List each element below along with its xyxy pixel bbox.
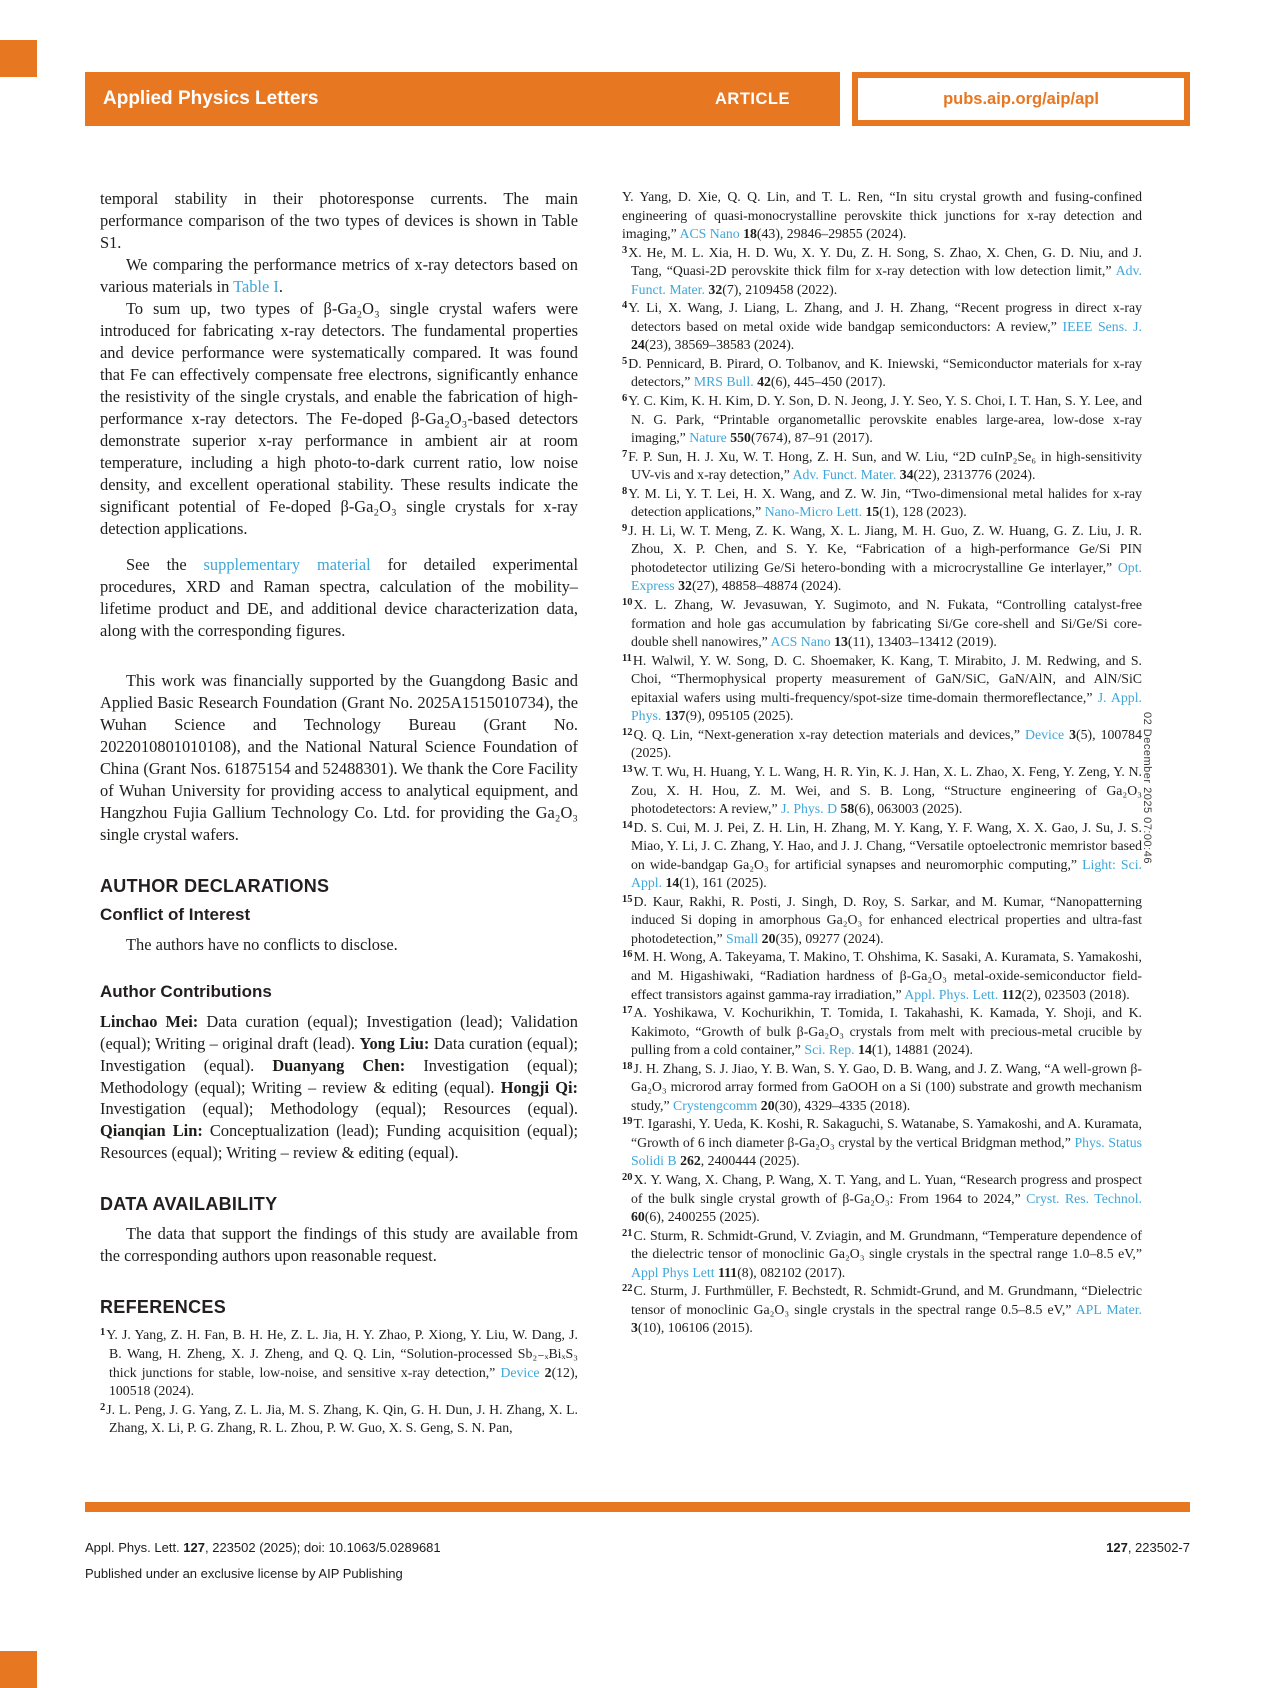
citation-link[interactable]: Cryst. Res. Technol. [1026,1190,1142,1206]
reference-number: 1 [100,1327,106,1339]
paragraph: Linchao Mei: Data curation (equal); Investigation (lead); Validation (equal); Writing – original draft (lead). Yong Liu: Data curation (equal); Investigation (equal). Duanyang Chen: Investigation (equal); Methodology (equal); Writing – review & editing (equal). Hongji Qi: Investigation (equal); Methodology (equal); Resources (equal). Qianqian Lin: Conceptualization (lead); Funding acquisition (equal); Resources (equal); Writing – review & editing (equal). [100,1011,579,1163]
citation-link[interactable]: Appl. Phys. Lett. [904,986,999,1002]
reference-item: $^{18}$J. H. Zhang, S. J. Jiao, Y. B. Wan, S. Y. Gao, D. B. Wang, and J. Z. Wang, “A well-grown β-Ga₂O₃ microrod array formed from GaOOH on a Si (100) substrate and growth mechanism study,” Crystengcomm 20(30), 4329–4335 (2018). [622,1060,1142,1113]
reference-number: 3 [622,244,628,256]
reference-item: $^2$J. L. Peng, J. G. Yang, Z. L. Jia, M. S. Zhang, K. Qin, G. H. Dun, J. H. Zhang, X. L. Zhang, X. Li, P. G. Zhang, R. L. Zhou, P. W. Guo, X. S. Geng, S. N. Pan, [100,1401,578,1436]
citation-link[interactable]: Adv. Funct. Mater. [631,263,1142,297]
citation-link[interactable]: Phys. Status Solidi B [631,1134,1143,1169]
citation-link[interactable]: IEEE Sens. J. [1062,318,1142,334]
reference-number: 7 [622,448,628,460]
header-bar [85,72,840,126]
reference-number: 6 [622,393,628,405]
reference-item: $^4$Y. Li, X. Wang, J. Liang, L. Zhang, and J. H. Zhang, “Recent progress in direct x-ray detectors based on metal oxide wide bandgap semiconductors: A review,” IEEE Sens. J. 24(23), 38569–38583 (2024). [622,300,1142,353]
reference-number: 15 [622,893,633,905]
reference-number: 11 [622,652,632,664]
citation-link[interactable]: Nature [689,430,727,446]
reference-item: $^6$Y. C. Kim, K. H. Kim, D. Y. Son, D. N. Jeong, J. Y. Seo, Y. S. Choi, I. T. Han, S. Y. Lee, and N. G. Park, “Printable organometallic perovskite enables large-area, low-dose x-ray imaging,” Nature 550(7674), 87–91 (2017). [622,393,1142,446]
footer-page-number: 127, 223502-7 [1106,1540,1190,1555]
citation-link[interactable]: Sci. Rep. [804,1042,855,1058]
reference-item: $^{22}$C. Sturm, J. Furthmüller, F. Bechstedt, R. Schmidt-Grund, and M. Grundmann, “Dielectric tensor of monoclinic Ga₂O₃ single crystals in the spectral range 0.5–8.5 eV,” APL Mater. 3(10), 106106 (2015). [622,1283,1142,1336]
reference-number: 21 [622,1227,633,1239]
reference-number: 16 [622,949,633,961]
content-columns [100,188,1142,1438]
paragraph: The authors have no conflicts to disclose. [126,934,398,954]
reference-item: $^{12}$Q. Q. Lin, “Next-generation x-ray detection materials and devices,” Device 3(5), 100784 (2025). [622,726,1142,761]
citation-link[interactable]: Appl Phys Lett [631,1264,715,1280]
section-heading: Conflict of Interest [100,904,251,924]
reference-number: 4 [622,300,628,312]
reference-item: $^{10}$X. L. Zhang, W. Jevasuwan, Y. Sugimoto, and N. Fukata, “Controlling catalyst-free formation and hole gas accumulation by fabricating Si/Ge core-shell and Si/Ge/Si core-double shell nanowires,” ACS Nano 13(11), 13403–13412 (2019). [622,597,1142,650]
paragraph: The data that support the findings of this study are available from the corresponding authors upon reasonable request. [100,1224,578,1266]
reference-number: 20 [622,1171,633,1183]
citation-link[interactable]: ACS Nano [679,226,740,242]
site-link-box [852,72,1190,126]
reference-item: $^{20}$X. Y. Wang, X. Chang, P. Wang, X. T. Yang, and L. Yuan, “Research progress and prospect of the bulk single crystal growth of β-Ga₂O₃: From 1964 to 2024,” Cryst. Res. Technol. 60(6), 2400255 (2025). [622,1171,1142,1225]
paragraph: temporal stability in their photoresponse currents. The main performance comparison of the two types of devices is shown in Table S1. [100,189,578,252]
reference-number: 18 [622,1060,633,1072]
reference-number: 14 [622,819,633,831]
reference-item: $^5$D. Pennicard, B. Pirard, O. Tolbanov, and K. Iniewski, “Semiconductor materials for x-ray detectors,” MRS Bull. 42(6), 445–450 (2017). [622,355,1142,390]
reference-number: 9 [622,522,628,534]
citation-link[interactable]: Nano-Micro Lett. [764,504,863,520]
site-link[interactable]: pubs.aip.org/aip/apl [858,78,1184,120]
paragraph: See the supplementary material for detailed experimental procedures, XRD and Raman spectra, calculation of the mobility–lifetime product and DE, and additional device characterization data, along with the corresponding figures. [100,554,578,640]
reference-number: 5 [622,355,628,367]
reference-item: $^{13}$W. T. Wu, H. Huang, Y. L. Wang, H. R. Yin, K. J. Han, X. L. Zhao, X. Feng, Y. Zeng, Y. N. Zou, X. H. Hou, Z. M. Wei, and S. B. Long, “Structure engineering of Ga₂O₃ photodetectors: A review,” J. Phys. D 58(6), 063003 (2025). [622,763,1142,817]
reference-number: 8 [622,485,628,497]
reference-number: 17 [622,1005,633,1017]
citation-link[interactable]: Device [500,1364,540,1380]
paragraph: This work was financially supported by the Guangdong Basic and Applied Basic Research Foundation (Grant No. 2025A1515010734), the Wuhan Science and Technology Bureau (Grant No. 2022010801010108), and the National Natural Science Foundation of China (Grant Nos. 61875154 and 52488301). We thank the Core Facility of Wuhan University for providing access to analytical equipment, and Hangzhou Fujia Gallium Technology Co. Ltd. for providing the Ga₂O₃ single crystal wafers. [100,670,578,844]
citation-link[interactable]: Light: Sci. Appl. [631,856,1142,891]
article-label: ARTICLE [715,89,790,108]
corner-accent-top [0,40,37,77]
citation-link[interactable]: supplementary material [203,554,371,574]
reference-item: $^8$Y. M. Li, Y. T. Lei, H. X. Wang, and Z. W. Jin, “Two-dimensional metal halides for x-ray detection applications,” Nano-Micro Lett. 15(1), 128 (2023). [622,485,1142,520]
reference-item: $^1$Y. J. Yang, Z. H. Fan, B. H. He, Z. L. Jia, H. Y. Zhao, P. Xiong, Y. Liu, W. Dang, J. B. Wang, H. Zheng, X. J. Zheng, and Q. Q. Lin, “Solution-processed Sb₂₋ₓBiₓS₃ thick junctions for stable, low-noise, and sensitive x-ray detection,” Device 2(12), 100518 (2024). [100,1327,578,1399]
journal-title: Applied Physics Letters [103,88,319,109]
reference-item: $^3$X. He, M. L. Xia, H. D. Wu, X. Y. Du, Z. H. Song, S. Zhao, X. Chen, G. D. Niu, and J. Tang, “Quasi-2D perovskite thick film for x-ray detection with low detection limit,” Adv. Funct. Mater. 32(7), 2109458 (2022). [622,244,1142,297]
citation-link[interactable]: Device [1025,726,1065,742]
reference-item: $^9$J. H. Li, W. T. Meng, Z. K. Wang, X. L. Jiang, M. H. Guo, Z. W. Huang, G. Z. Liu, J. R. Zhou, X. P. Chen, and S. Y. Ke, “Fabrication of a high-performance Ge/Si PIN photodetector utilizing Ge/Si hetero-bonding with a microcrystalline Ge interlayer,” Opt. Express 32(27), 48858–48874 (2024). [622,522,1142,594]
reference-item: $^{21}$C. Sturm, R. Schmidt-Grund, V. Zviagin, and M. Grundmann, “Temperature dependence of the dielectric tensor of monoclinic Ga₂O₃ single crystals in the spectral range 1.0–8.5 eV,” Appl Phys Lett 111(8), 082102 (2017). [622,1227,1142,1280]
citation-link[interactable]: Opt. Express [631,559,1142,594]
citation-link[interactable]: J. Appl. Phys. [631,689,1142,724]
citation-link[interactable]: Table I [233,276,279,296]
right-column [622,188,1142,1438]
section-heading: Author Contributions [100,981,272,1001]
reference-number: 22 [622,1283,633,1295]
corner-accent-bottom [0,1651,37,1688]
reference-number: 10 [622,597,633,609]
reference-item: $^{17}$A. Yoshikawa, V. Kochurikhin, T. Tomida, I. Takahashi, K. Kamada, Y. Shoji, and K. Kakimoto, “Growth of bulk β-Ga₂O₃ crystals from melt with precious-metal crucible by pulling from a cold container,” Sci. Rep. 14(1), 14881 (2024). [622,1005,1142,1058]
paragraph: To sum up, two types of β-Ga₂O₃ single crystal wafers were introduced for fabricating x-ray detectors. The fundamental properties and device performance were systematically compared. It was found that Fe can effectively compensate free electrons, significantly enhance the resistivity of the single crystals, and enable the fabrication of high-performance x-ray detectors. The Fe-doped β-Ga₂O₃-based detectors demonstrate superior x-ray performance in ambient air at room temperature, including a high photo-to-dark current ratio, low noise density, and excellent operational stability. These results indicate the significant potential of Fe-doped β-Ga₂O₃ single crystals for x-ray detection applications. [100,298,578,538]
citation-link[interactable]: APL Mater. [1075,1301,1142,1317]
section-heading: AUTHOR DECLARATIONS [100,875,330,896]
reference-number: 13 [622,763,633,775]
reference-item: $^{14}$D. S. Cui, M. J. Pei, Z. H. Lin, H. Zhang, M. Y. Kang, Y. F. Wang, X. X. Gao, J. Su, J. S. Miao, Y. Li, J. C. Zhang, Y. Hao, and J. J. Chang, “Versatile optoelectronic memristor based on wide-bandgap Ga₂O₃ for artificial synapses and neuromorphic computing,” Light: Sci. Appl. 14(1), 161 (2025). [622,819,1142,891]
reference-number: 19 [622,1116,633,1128]
download-timestamp: 02 December 2025 07:00:46 [1141,712,1153,864]
footer-rule [85,1502,1190,1512]
paragraph: Y. Yang, D. Xie, Q. Q. Lin, and T. L. Ren, “In situ crystal growth and fusing-confined engineering of quasi-monocrystalline perovskite thick junctions for x-ray detection and imaging,” ACS Nano 18(43), 29846–29855 (2024). [622,189,1142,242]
footer-license: Published under an exclusive license by AIP Publishing [85,1566,403,1581]
reference-item: $^7$F. P. Sun, H. J. Xu, W. T. Hong, Z. H. Sun, and W. Liu, “2D cuInP₂Se₆ in high-sensitivity UV-vis and x-ray detection,” Adv. Funct. Mater. 34(22), 2313776 (2024). [622,448,1142,483]
reference-item: $^{15}$D. Kaur, Rakhi, R. Posti, J. Singh, D. Roy, S. Sarkar, and M. Kumar, “Nanopatterning induced Si doping in amorphous Ga₂O₃ for enhanced electrical properties and ultra-fast photodetection,” Small 20(35), 09277 (2024). [622,893,1142,946]
citation-link[interactable]: Crystengcomm [673,1097,758,1113]
reference-number: 2 [100,1401,106,1413]
citation-link[interactable]: ACS Nano [770,634,831,650]
section-heading: DATA AVAILABILITY [100,1194,278,1215]
reference-item: $^{16}$M. H. Wong, A. Takeyama, T. Makino, T. Ohshima, K. Sasaki, A. Kuramata, S. Yamakoshi, and M. Higashiwaki, “Radiation hardness of β-Ga₂O₃ metal-oxide-semiconductor field-effect transistors against gamma-ray irradiation,” Appl. Phys. Lett. 112(2), 023503 (2018). [622,949,1142,1002]
paragraph: We comparing the performance metrics of x-ray detectors based on various materials in Table I. [100,254,578,296]
left-column [100,188,578,1438]
citation-link[interactable]: Adv. Funct. Mater. [792,467,897,483]
reference-item: $^{19}$T. Igarashi, Y. Ueda, K. Koshi, R. Sakaguchi, S. Watanabe, S. Yamakoshi, and A. Kuramata, “Growth of 6 inch diameter β-Ga₂O₃ crystal by the vertical Bridgman method,” Phys. Status Solidi B 262, 2400444 (2025). [622,1116,1143,1169]
footer-citation: Appl. Phys. Lett. 127, 223502 (2025); doi: 10.1063/5.0289681 [85,1540,441,1555]
citation-link[interactable]: MRS Bull. [693,374,754,390]
reference-item: $^{11}$H. Walwil, Y. W. Song, D. C. Shoemaker, K. Kang, T. Mirabito, J. M. Redwing, and S. Choi, “Thermophysical property measurement of GaN/SiC, GaN/AlN, and AlN/SiC epitaxial wafers using multi-frequency/spot-size time-domain thermoreflectance,” J. Appl. Phys. 137(9), 095105 (2025). [622,652,1142,724]
citation-link[interactable]: Small [726,930,759,946]
citation-link[interactable]: J. Phys. D [781,801,838,817]
section-heading: REFERENCES [100,1297,227,1318]
reference-number: 12 [622,726,633,738]
